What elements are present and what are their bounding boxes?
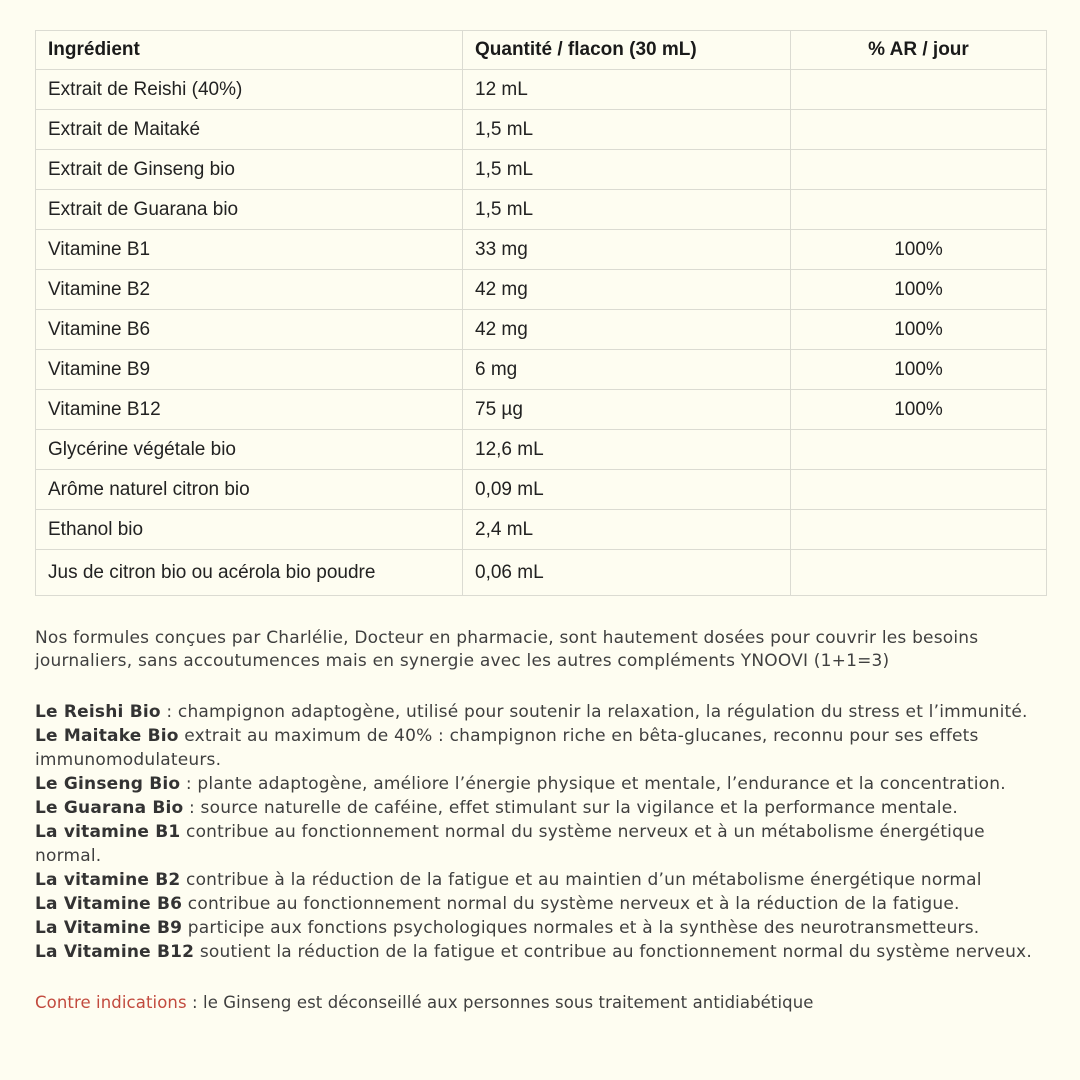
description-line bbox=[35, 796, 1047, 820]
description-line bbox=[35, 892, 1047, 916]
ingredient-descriptions bbox=[35, 700, 1047, 964]
description-text: contribue à la réduction de la fatigue et au maintien d’un métabolisme énergétique normal bbox=[180, 870, 982, 890]
cell-ar bbox=[791, 470, 1047, 510]
description-lead: Le Maitake Bio bbox=[35, 726, 179, 746]
description-lead: La vitamine B1 bbox=[35, 822, 181, 842]
cell-quantity: 75 µg bbox=[463, 390, 791, 430]
description-lead: La Vitamine B12 bbox=[35, 942, 195, 962]
description-text: : plante adaptogène, améliore l’énergie physique et mentale, l’endurance et la concentration. bbox=[180, 774, 1006, 794]
cell-ar bbox=[791, 510, 1047, 550]
cell-quantity: 12,6 mL bbox=[463, 430, 791, 470]
cell-ingredient: Jus de citron bio ou acérola bio poudre bbox=[36, 550, 463, 596]
description-line bbox=[35, 868, 1047, 892]
table-row bbox=[36, 150, 1047, 190]
cell-ingredient: Vitamine B12 bbox=[36, 390, 463, 430]
description-lead: Le Ginseng Bio bbox=[35, 774, 181, 794]
ingredients-table bbox=[35, 30, 1047, 596]
cell-ar bbox=[791, 430, 1047, 470]
cell-ar bbox=[791, 550, 1047, 596]
description-line bbox=[35, 724, 1047, 772]
table-row bbox=[36, 510, 1047, 550]
header-ingredient: Ingrédient bbox=[36, 31, 463, 70]
description-text: : source naturelle de caféine, effet stimulant sur la vigilance et la performance mentale. bbox=[183, 798, 958, 818]
cell-ar bbox=[791, 190, 1047, 230]
table-header-row bbox=[36, 31, 1047, 70]
table-row bbox=[36, 110, 1047, 150]
table-row bbox=[36, 550, 1047, 596]
intro-paragraph: Nos formules conçues par Charlélie, Docteur en pharmacie, sont hautement dosées pour couvrir les besoins journaliers, sans accoutumences mais en synergie avec les autres compléments YNOOVI (1+1=3) bbox=[35, 628, 979, 671]
header-ar: % AR / jour bbox=[791, 31, 1047, 70]
table-row bbox=[36, 270, 1047, 310]
description-line bbox=[35, 916, 1047, 940]
description-text: extrait au maximum de 40% : champignon riche en bêta-glucanes, reconnu pour ses effets immunomodulateurs. bbox=[35, 726, 979, 770]
description-text: : champignon adaptogène, utilisé pour soutenir la relaxation, la régulation du stress et l’immunité. bbox=[160, 702, 1028, 722]
contraindications-text: : le Ginseng est déconseillé aux personnes sous traitement antidiabétique bbox=[186, 993, 814, 1012]
cell-quantity: 2,4 mL bbox=[463, 510, 791, 550]
cell-ingredient: Extrait de Maitaké bbox=[36, 110, 463, 150]
cell-ingredient: Vitamine B1 bbox=[36, 230, 463, 270]
cell-quantity: 0,09 mL bbox=[463, 470, 791, 510]
table-row bbox=[36, 470, 1047, 510]
table-row bbox=[36, 390, 1047, 430]
table-row bbox=[36, 190, 1047, 230]
description-line bbox=[35, 700, 1047, 724]
description-lead: Le Guarana Bio bbox=[35, 798, 184, 818]
cell-quantity: 33 mg bbox=[463, 230, 791, 270]
cell-ar: 100% bbox=[791, 390, 1047, 430]
cell-ingredient: Glycérine végétale bio bbox=[36, 430, 463, 470]
table-row bbox=[36, 350, 1047, 390]
cell-ingredient: Arôme naturel citron bio bbox=[36, 470, 463, 510]
description-text: contribue au fonctionnement normal du système nerveux et à la réduction de la fatigue. bbox=[182, 894, 960, 914]
cell-ar: 100% bbox=[791, 350, 1047, 390]
cell-quantity: 6 mg bbox=[463, 350, 791, 390]
cell-quantity: 1,5 mL bbox=[463, 110, 791, 150]
description-text: soutient la réduction de la fatigue et contribue au fonctionnement normal du système nerveux. bbox=[194, 942, 1032, 962]
cell-quantity: 42 mg bbox=[463, 310, 791, 350]
cell-quantity: 1,5 mL bbox=[463, 150, 791, 190]
description-lead: La Vitamine B6 bbox=[35, 894, 183, 914]
header-quantity: Quantité / flacon (30 mL) bbox=[463, 31, 791, 70]
contraindications-label: Contre indications bbox=[35, 993, 187, 1012]
description-line bbox=[35, 940, 1047, 964]
cell-quantity: 42 mg bbox=[463, 270, 791, 310]
table-row bbox=[36, 70, 1047, 110]
cell-quantity: 1,5 mL bbox=[463, 190, 791, 230]
cell-ingredient: Extrait de Ginseng bio bbox=[36, 150, 463, 190]
table-row bbox=[36, 230, 1047, 270]
table-row bbox=[36, 430, 1047, 470]
cell-ingredient: Vitamine B9 bbox=[36, 350, 463, 390]
cell-ingredient: Extrait de Reishi (40%) bbox=[36, 70, 463, 110]
cell-ar: 100% bbox=[791, 310, 1047, 350]
description-lead: La Vitamine B9 bbox=[35, 918, 183, 938]
table-row bbox=[36, 310, 1047, 350]
cell-ingredient: Vitamine B2 bbox=[36, 270, 463, 310]
description-text: contribue au fonctionnement normal du système nerveux et à un métabolisme énergétique normal. bbox=[35, 822, 985, 866]
description-line bbox=[35, 772, 1047, 796]
cell-ingredient: Vitamine B6 bbox=[36, 310, 463, 350]
description-lead: La vitamine B2 bbox=[35, 870, 181, 890]
cell-ar bbox=[791, 110, 1047, 150]
cell-ar: 100% bbox=[791, 270, 1047, 310]
cell-ar: 100% bbox=[791, 230, 1047, 270]
description-lead: Le Reishi Bio bbox=[35, 702, 161, 722]
cell-ingredient: Ethanol bio bbox=[36, 510, 463, 550]
description-text: participe aux fonctions psychologiques normales et à la synthèse des neurotransmetteurs. bbox=[182, 918, 980, 938]
cell-quantity: 0,06 mL bbox=[463, 550, 791, 596]
description-line bbox=[35, 820, 1047, 868]
cell-ar bbox=[791, 150, 1047, 190]
cell-quantity: 12 mL bbox=[463, 70, 791, 110]
cell-ar bbox=[791, 70, 1047, 110]
contraindications-line bbox=[35, 991, 1047, 1015]
cell-ingredient: Extrait de Guarana bio bbox=[36, 190, 463, 230]
